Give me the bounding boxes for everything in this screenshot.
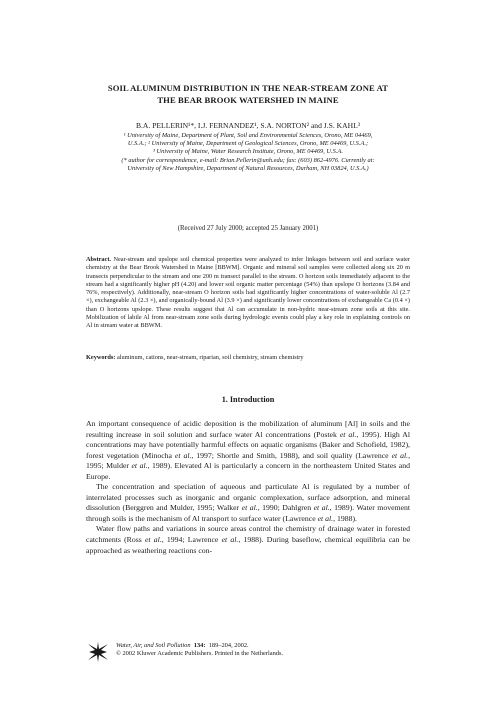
text-run: , 1990; Dahlgren (257, 503, 314, 513)
et-al: et al. (241, 503, 258, 513)
journal-volume: 134: (193, 642, 206, 649)
received-dates: (Received 27 July 2000; accepted 25 January 2001) (177, 225, 319, 232)
body-paragraph-3 (86, 524, 410, 556)
et-al: et al. (317, 513, 334, 523)
page-footer (86, 641, 410, 665)
publisher-logo-icon (86, 641, 110, 663)
et-al: et al. (391, 450, 409, 460)
text-run: , 1988). During baseflow, chemical equilibria can be approached as weathering reactions con- (86, 535, 411, 555)
text-run: Water flow paths and variations in source areas control the chemistry of drainage water in forested catchments (Ross (86, 524, 410, 545)
title-line-1: SOIL ALUMINUM DISTRIBUTION IN THE NEAR-STREAM ZONE AT (107, 83, 389, 93)
journal-name: Water, Air, and Soil Pollution (116, 642, 191, 649)
et-al: et al. (144, 535, 162, 545)
text-run: The concentration and speciation of aqueous and particulate Al is regulated by a number of interrelated processes such as inorganic and organic complexation, surface adsorption, and mineral dissolution (Berggren and Mulder, 1995; Walker (86, 482, 410, 513)
text-run: , 1997; Shortle and Smith, 1988), and soil quality (Lawrence (191, 450, 392, 460)
text-run: , 1988). (333, 513, 357, 523)
affiliations (70, 132, 426, 173)
body-paragraph-2 (86, 482, 410, 524)
footer-citation (116, 642, 283, 659)
text-run: , 1989). Elevated Al is particularly a concern in the northeastern United States and Europe. (86, 461, 410, 481)
text-run: , 1995). High Al concentrations may have potentially harmful effects on aquatic organisms (Baker and Schofield, 1982), forest vegetation (Minocha (86, 429, 411, 460)
paper-title (70, 82, 426, 106)
abstract-text: Near-stream and upslope soil chemical properties were analyzed to infer linkages between soil and surface water chemistry at the Bear Brook Watershed in Maine [BBWM]. Organic and mineral soil samples were collected along six 20 m transects perpendicular to the stream and one 200 m transect parallel to the stream. O horizon soils immediately adjacent to the stream had a significantly higher pH (4.20) and lower soil organic matter percentage (54%) than upslope O horizons (3.84 and 76%, respectively). Additionally, near-stream O horizon soils had significantly higher concentrations of water-soluble Al (2.7 ×), exchangeable Al (2.3 ×), and organically-bound Al (3.9 ×) and significantly lower concentrations of exchangeable Ca (0.4 ×) than O horizons upslope. These results suggest that Al can accumulate in non-hydric near-stream zone soils at this site. Mobilization of labile Al from near-stream zone soils during hydrologic events could play a key role in explaining controls on Al in stream water at BBWM. (86, 256, 410, 329)
title-line-2: THE BEAR BROOK WATERSHED IN MAINE (157, 95, 339, 105)
text-run: , 1995; Mulder (86, 450, 411, 471)
journal-citation (116, 642, 283, 650)
body-text (86, 419, 410, 556)
journal-pages: 189–204, 2002. (208, 642, 249, 649)
affiliation-line-5: University of New Hampshire, Department of Natural Resources, Durham, NH 03824, U.S.A.) (127, 164, 369, 172)
et-al: et al. (313, 503, 330, 513)
copyright-notice: © 2002 Kluwer Academic Publishers. Printed in the Netherlands. (116, 650, 284, 658)
affiliation-line-1: ¹ University of Maine, Department of Plant, Soil and Environmental Sciences, Orono, ME 04469, (123, 132, 373, 139)
keywords (86, 354, 410, 362)
affiliation-line-2: U.S.A.; ² University of Maine, Department of Geological Sciences, Orono, ME 04469, U.S.A.; (127, 140, 369, 148)
et-al: et al. (131, 461, 148, 471)
et-al: et al. (174, 450, 192, 460)
keywords-text: aluminum, cations, near-stream, riparian, soil chemistry, stream chemistry (116, 354, 304, 361)
keywords-label: Keywords: (86, 354, 116, 361)
body-paragraph-1 (86, 419, 410, 482)
et-al: et al. (221, 535, 239, 545)
section-heading-introduction: 1. Introduction (221, 395, 275, 404)
et-al: et al. (339, 429, 357, 439)
abstract (86, 256, 410, 330)
author-list: B.A. PELLERIN¹*, I.J. FERNANDEZ¹, S.A. NORTON² and J.S. KAHL³ (135, 121, 361, 130)
affiliation-line-3: ³ University of Maine, Water Research Institute, Orono, ME 04469, U.S.A. (153, 148, 343, 156)
abstract-label: Abstract. (86, 256, 112, 263)
text-run: An important consequence of acidic deposition is the mobilization of aluminum [Al] in soils and the resulting increase in soil solution and surface water Al concentrations (Postek (86, 419, 410, 439)
text-run: , 1989). Water movement through soils is the mechanism of Al transport to surface water (Lawrence (86, 503, 411, 523)
affiliation-line-4: (* author for correspondence, e-mail: Brian.Pellerin@unh.edu; fax: (603) 862-4976. Currently at: (121, 156, 375, 164)
text-run: , 1994; Lawrence (161, 535, 222, 545)
